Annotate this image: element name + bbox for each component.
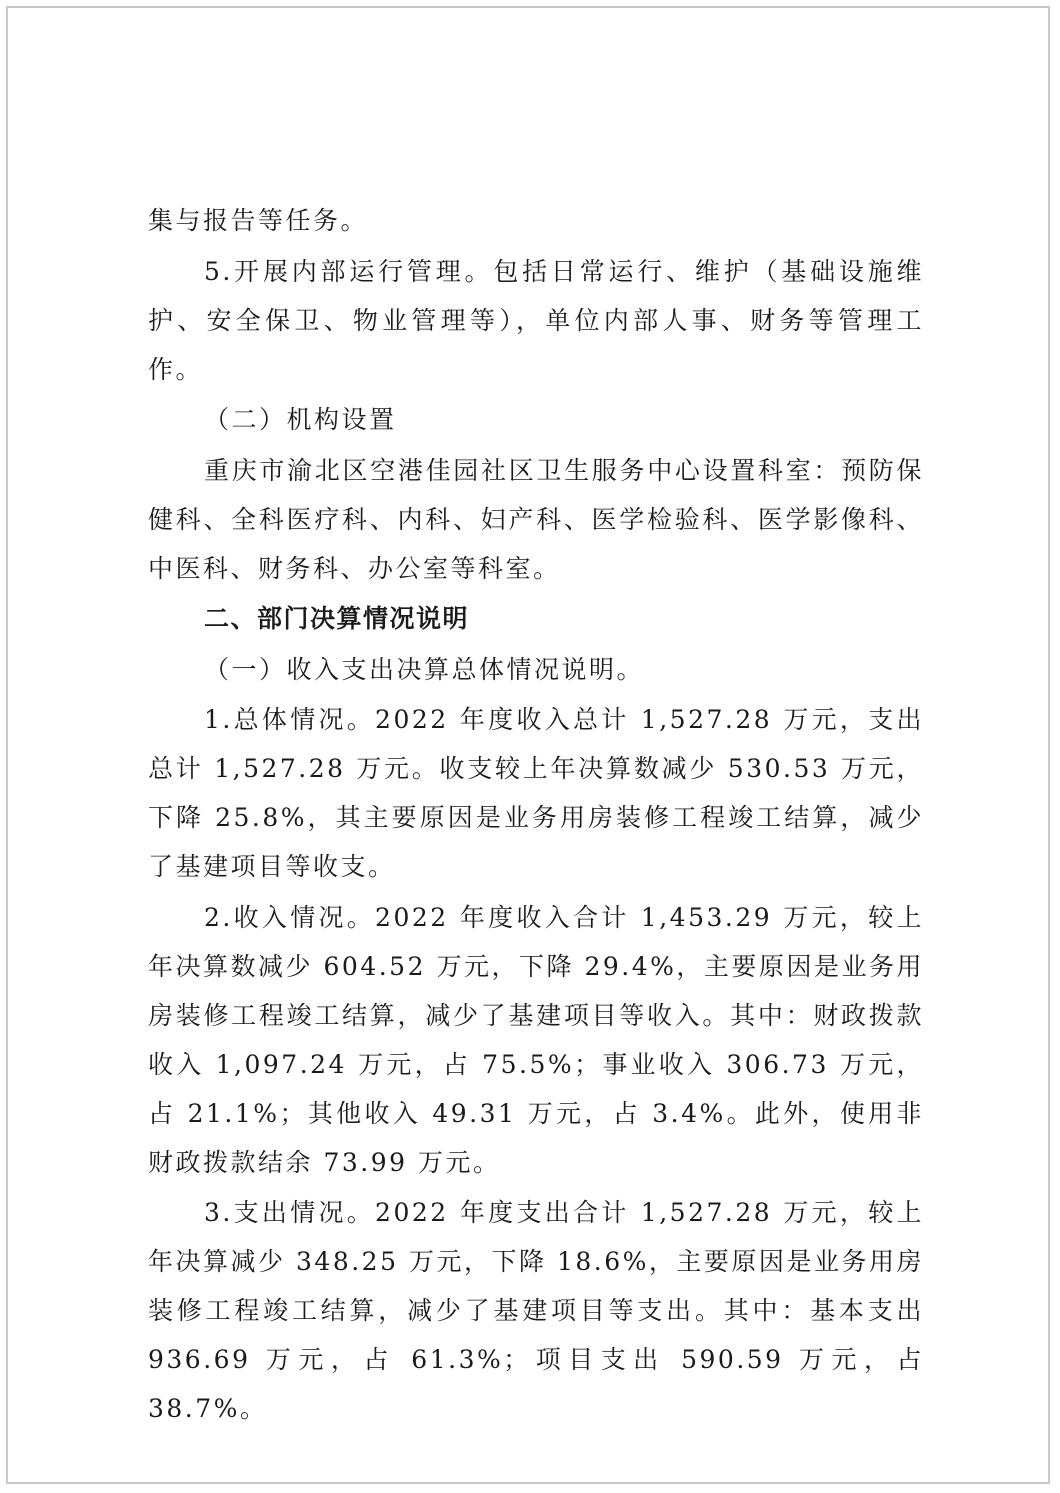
subsection-heading-overall: （一）收入支出决算总体情况说明。 (204, 654, 645, 684)
paragraph-income-situation: 2.收入情况。2022 年度收入合计 1,453.29 万元，较上年决算数减少 604.52 万元，下降 29.4%，主要原因是业务用房装修工程竣工结算，减少了基建项目等收入。其中：财政拨款收入 1,097.24 万元，占 75.5%；事业收入 306.73 万元，占 21.1%；其他收入 49.31 万元，占 3.4%。此外，使用非财政拨款结余 73.99 万元。 (148, 902, 924, 1177)
paragraph-overall-situation: 1.总体情况。2022 年度收入总计 1,527.28 万元，支出总计 1,527.28 万元。收支较上年决算数减少 530.53 万元，下降 25.8%，其主要原因是业务用房装修工程竣工结算，减少了基建项目等收支。 (148, 705, 924, 881)
section-heading-org-setup: （二）机构设置 (204, 405, 397, 434)
paragraph-expenditure-situation: 3.支出情况。2022 年度支出合计 1,527.28 万元，较上年决算减少 348.25 万元，下降 18.6%，主要原因是业务用房装修工程竣工结算，减少了基建项目等支出。其中：基本支出 936.69 万元，占 61.3%；项目支出 590.59 万元，占 38.7%。 (148, 1198, 924, 1423)
paragraph-org-setup: 重庆市渝北区空港佳园社区卫生服务中心设置科室：预防保健科、全科医疗科、内科、妇产科、医学检验科、医学影像科、中医科、财务科、办公室等科室。 (148, 455, 924, 583)
section-heading-final-accounts: 二、部门决算情况说明 (204, 604, 470, 633)
document-body (148, 196, 924, 1435)
paragraph-internal-management: 5.开展内部运行管理。包括日常运行、维护（基础设施维护、安全保卫、物业管理等），单位内部人事、财务等管理工作。 (148, 256, 924, 384)
paragraph-task-continuation: 集与报告等任务。 (148, 206, 369, 235)
